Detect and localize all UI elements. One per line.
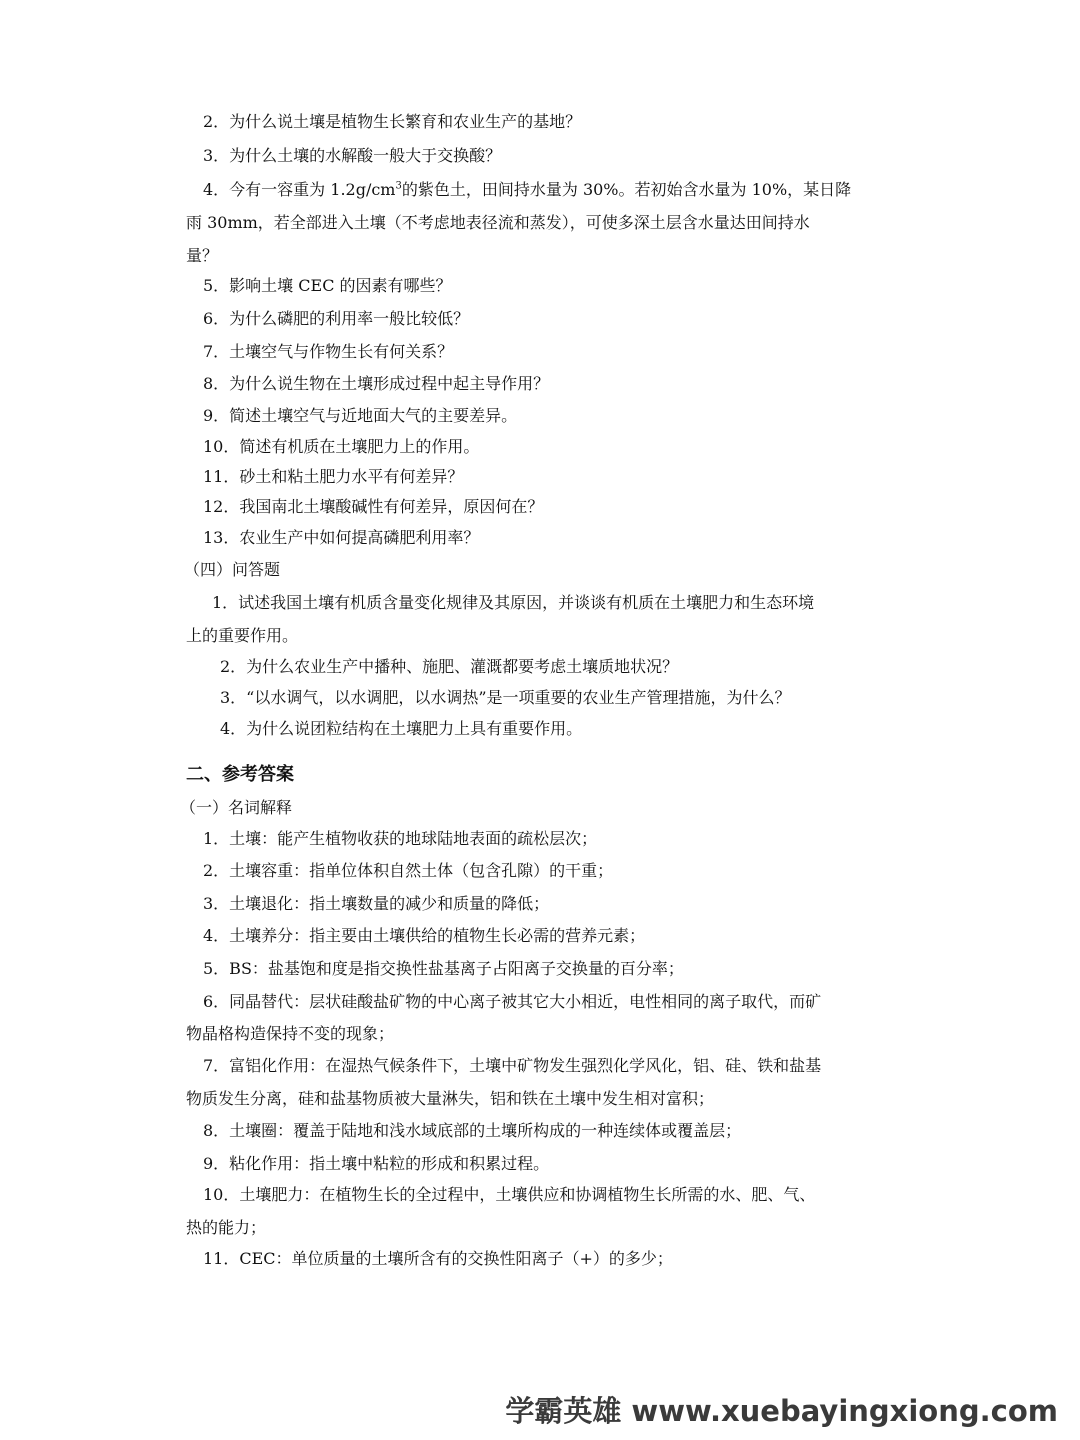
- definition-10-line-1: 10．土壤肥力：在植物生长的全过程中，土壤供应和协调植物生长所需的水、肥、气、: [203, 1185, 816, 1204]
- definition-3: 3．土壤退化：指土壤数量的减少和质量的降低；: [203, 894, 550, 913]
- definition-7-line-2: 物质发生分离，硅和盐基物质被大量淋失，铝和铁在土壤中发生相对富积；: [186, 1089, 715, 1108]
- question-3: 3．为什么土壤的水解酸一般大于交换酸？: [203, 146, 502, 165]
- definition-11: 11．CEC：单位质量的土壤所含有的交换性阳离子（+）的多少；: [203, 1249, 673, 1268]
- question-10: 10．简述有机质在土壤肥力上的作用。: [203, 437, 480, 456]
- question-6: 6．为什么磷肥的利用率一般比较低？: [203, 309, 470, 328]
- question-13: 13．农业生产中如何提高磷肥利用率？: [203, 528, 480, 547]
- definitions-heading: （一）名词解释: [180, 798, 293, 817]
- definition-4: 4．土壤养分：指主要由土壤供给的植物生长必需的营养元素；: [203, 926, 646, 945]
- question-7: 7．土壤空气与作物生长有何关系？: [203, 342, 454, 361]
- essay-question-1-line-1: 1．试述我国土壤有机质含量变化规律及其原因，并谈谈有机质在土壤肥力和生态环境: [212, 593, 815, 612]
- definition-1: 1．土壤：能产生植物收获的地球陆地表面的疏松层次；: [203, 829, 598, 848]
- definition-10-line-2: 热的能力；: [186, 1218, 267, 1237]
- question-2: 2．为什么说土壤是植物生长繁育和农业生产的基地？: [203, 112, 582, 131]
- definition-8: 8．土壤圈：覆盖于陆地和浅水域底部的土壤所构成的一种连续体或覆盖层；: [203, 1121, 742, 1140]
- definition-6-line-2: 物晶格构造保持不变的现象；: [186, 1024, 395, 1043]
- question-4-line-3: 量？: [186, 246, 219, 265]
- essay-question-2: 2．为什么农业生产中播种、施肥、灌溉都要考虑土壤质地状况？: [220, 657, 679, 676]
- essay-question-1-line-2: 上的重要作用。: [186, 626, 299, 645]
- question-11: 11．砂土和粘土肥力水平有何差异？: [203, 467, 464, 486]
- question-8: 8．为什么说生物在土壤形成过程中起主导作用？: [203, 374, 550, 393]
- definition-9: 9．粘化作用：指土壤中粘粒的形成和积累过程。: [203, 1154, 550, 1173]
- definition-5: 5．BS：盐基饱和度是指交换性盐基离子占阳离子交换量的百分率；: [203, 959, 684, 978]
- question-12: 12．我国南北土壤酸碱性有何差异，原因何在？: [203, 497, 544, 516]
- definition-7-line-1: 7．富铝化作用：在湿热气候条件下，土壤中矿物发生强烈化学风化，铝、硅、铁和盐基: [203, 1056, 822, 1075]
- essay-question-4: 4．为什么说团粒结构在土壤肥力上具有重要作用。: [220, 719, 583, 738]
- question-5: 5．影响土壤 CEC 的因素有哪些？: [203, 276, 452, 295]
- answers-title: 二、参考答案: [186, 764, 294, 785]
- site-watermark: 学霸英雄 www.xuebayingxiong.com: [505, 1394, 1058, 1428]
- question-4-line-1: 4．今有一容重为 $1.2g/cm^3$的紫色土，田间持水量为 30%。若初始含水量为 10%，某日降: [203, 180, 852, 199]
- definition-2: 2．土壤容重：指单位体积自然土体（包含孔隙）的干重；: [203, 861, 614, 880]
- question-4-line-2: 雨 30mm，若全部进入土壤（不考虑地表径流和蒸发），可使多深土层含水量达田间持水: [186, 213, 810, 232]
- definition-6-line-1: 6．同晶替代：层状硅酸盐矿物的中心离子被其它大小相近，电性相同的离子取代，而矿: [203, 992, 822, 1011]
- question-9: 9．简述土壤空气与近地面大气的主要差异。: [203, 406, 518, 425]
- essay-question-3: 3．“以水调气，以水调肥，以水调热”是一项重要的农业生产管理措施，为什么？: [220, 688, 791, 707]
- essay-heading: （四）问答题: [184, 560, 281, 579]
